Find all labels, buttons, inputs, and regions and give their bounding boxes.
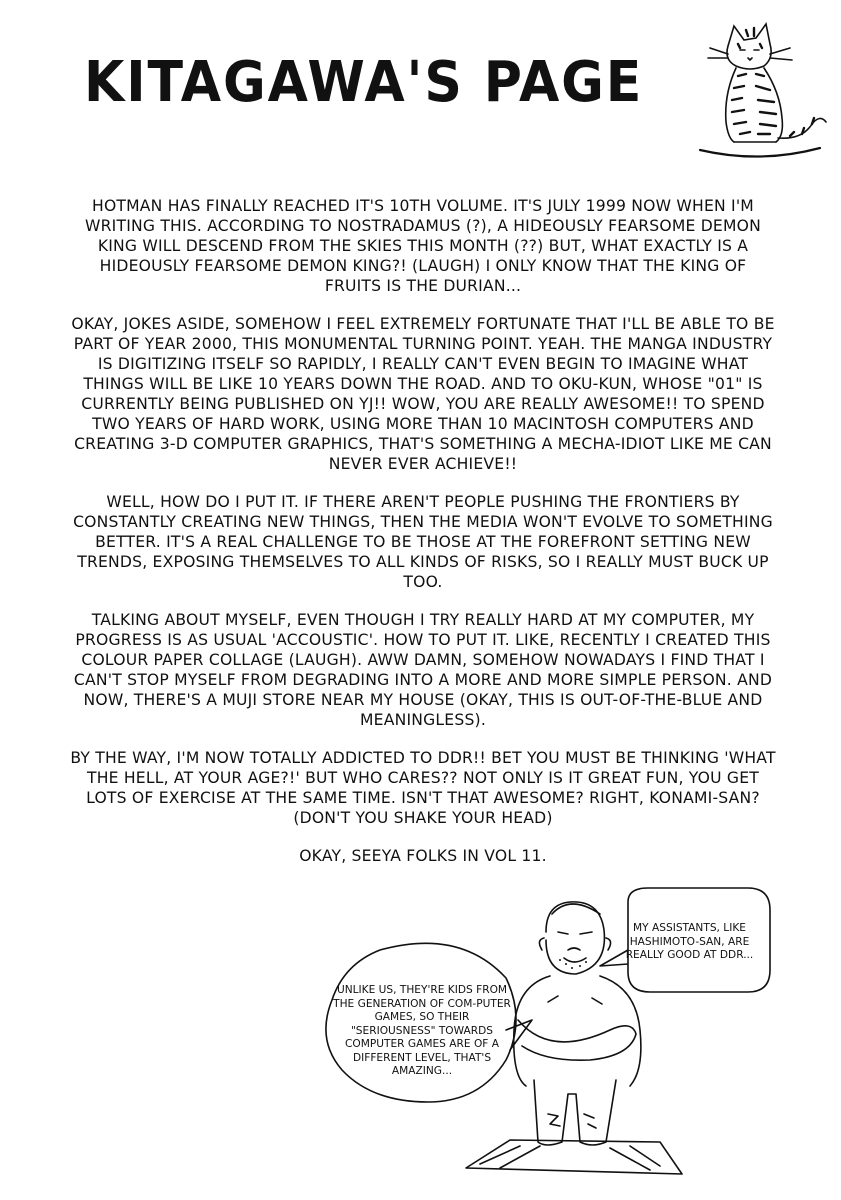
paragraph: OKAY, JOKES ASIDE, SOMEHOW I FEEL EXTREMELY FORTUNATE THAT I'LL BE ABLE TO BE PART OF YEAR 2000, THIS MONUMENTAL TURNING POINT. YEAH. THE MANGA INDUSTRY IS DIGITIZING ITSELF SO RAPIDLY, I REALLY CAN'T EVEN BEGIN TO IMAGINE WHAT THINGS WILL BE LIKE 10 YEARS DOWN THE ROAD. AND TO OKU-KUN, WHOSE "01" IS CURRENTLY BEING PUBLISHED ON YJ!! WOW, YOU ARE REALLY AWESOME!! TO SPEND TWO YEARS OF HARD WORK, USING MORE THAN 10 MACINTOSH COMPUTERS AND CREATING 3-D COMPUTER GRAPHICS, THAT'S SOMETHING A MECHA-IDIOT LIKE ME CAN NEVER EVER ACHIEVE!! [71, 315, 775, 473]
speech-text-right: MY ASSISTANTS, LIKE HASHIMOTO-SAN, ARE REALLY GOOD AT DDR... [625, 922, 754, 961]
paragraph: BY THE WAY, I'M NOW TOTALLY ADDICTED TO DDR!! BET YOU MUST BE THINKING 'WHAT THE HELL, AT YOUR AGE?!' BUT WHO CARES?? NOT ONLY IS IT GREAT FUN, YOU GET LOTS OF EXERCISE AT THE SAME TIME. ISN'T THAT AWESOME? RIGHT, KONAMI-SAN? (DON'T YOU SHAKE YOUR HEAD) [70, 749, 776, 827]
signoff: OKAY, SEEYA FOLKS IN VOL 11. [299, 847, 547, 865]
paragraph: WELL, HOW DO I PUT IT. IF THERE AREN'T PEOPLE PUSHING THE FRONTIERS BY CONSTANTLY CREATING NEW THINGS, THEN THE MEDIA WON'T EVOLVE TO SOMETHING BETTER. IT'S A REAL CHALLENGE TO BE THOSE AT THE FOREFRONT SETTING NEW TRENDS, EXPOSING THEMSELVES TO ALL KINDS OF RISKS, SO I REALLY MUST BUCK UP TOO. [73, 493, 773, 591]
article-body [70, 196, 776, 884]
speech-text-left: UNLIKE US, THEY'RE KIDS FROM THE GENERATION OF COM-PUTER GAMES, SO THEIR "SERIOUSNESS" TOWARDS COMPUTER GAMES ARE OF A DIFFERENT LEVEL, THAT'S AMAZING... [333, 984, 511, 1077]
cat-illustration [690, 14, 830, 164]
page-title: KITAGAWA'S PAGE [84, 50, 644, 115]
paragraph: TALKING ABOUT MYSELF, EVEN THOUGH I TRY REALLY HARD AT MY COMPUTER, MY PROGRESS IS AS USUAL 'ACCOUSTIC'. HOW TO PUT IT. LIKE, RECENTLY I CREATED THIS COLOUR PAPER COLLAGE (LAUGH). AWW DAMN, SOMEHOW NOWADAYS I FIND THAT I CAN'T STOP MYSELF FROM DEGRADING INTO A MORE AND MORE SIMPLE PERSON. AND NOW, THERE'S A MUJI STORE NEAR MY HOUSE (OKAY, THIS IS OUT-OF-THE-BLUE AND MEANINGLESS). [73, 611, 773, 729]
paragraph: HOTMAN HAS FINALLY REACHED IT'S 10TH VOLUME. IT'S JULY 1999 NOW WHEN I'M WRITING THIS. ACCORDING TO NOSTRADAMUS (?), A HIDEOUSLY FEARSOME DEMON KING WILL DESCEND FROM THE SKIES THIS MONTH (??) BUT, WHAT EXACTLY IS A HIDEOUSLY FEARSOME DEMON KING?! (LAUGH) I ONLY KNOW THAT THE KING OF FRUITS IS THE DURIAN... [85, 197, 761, 295]
